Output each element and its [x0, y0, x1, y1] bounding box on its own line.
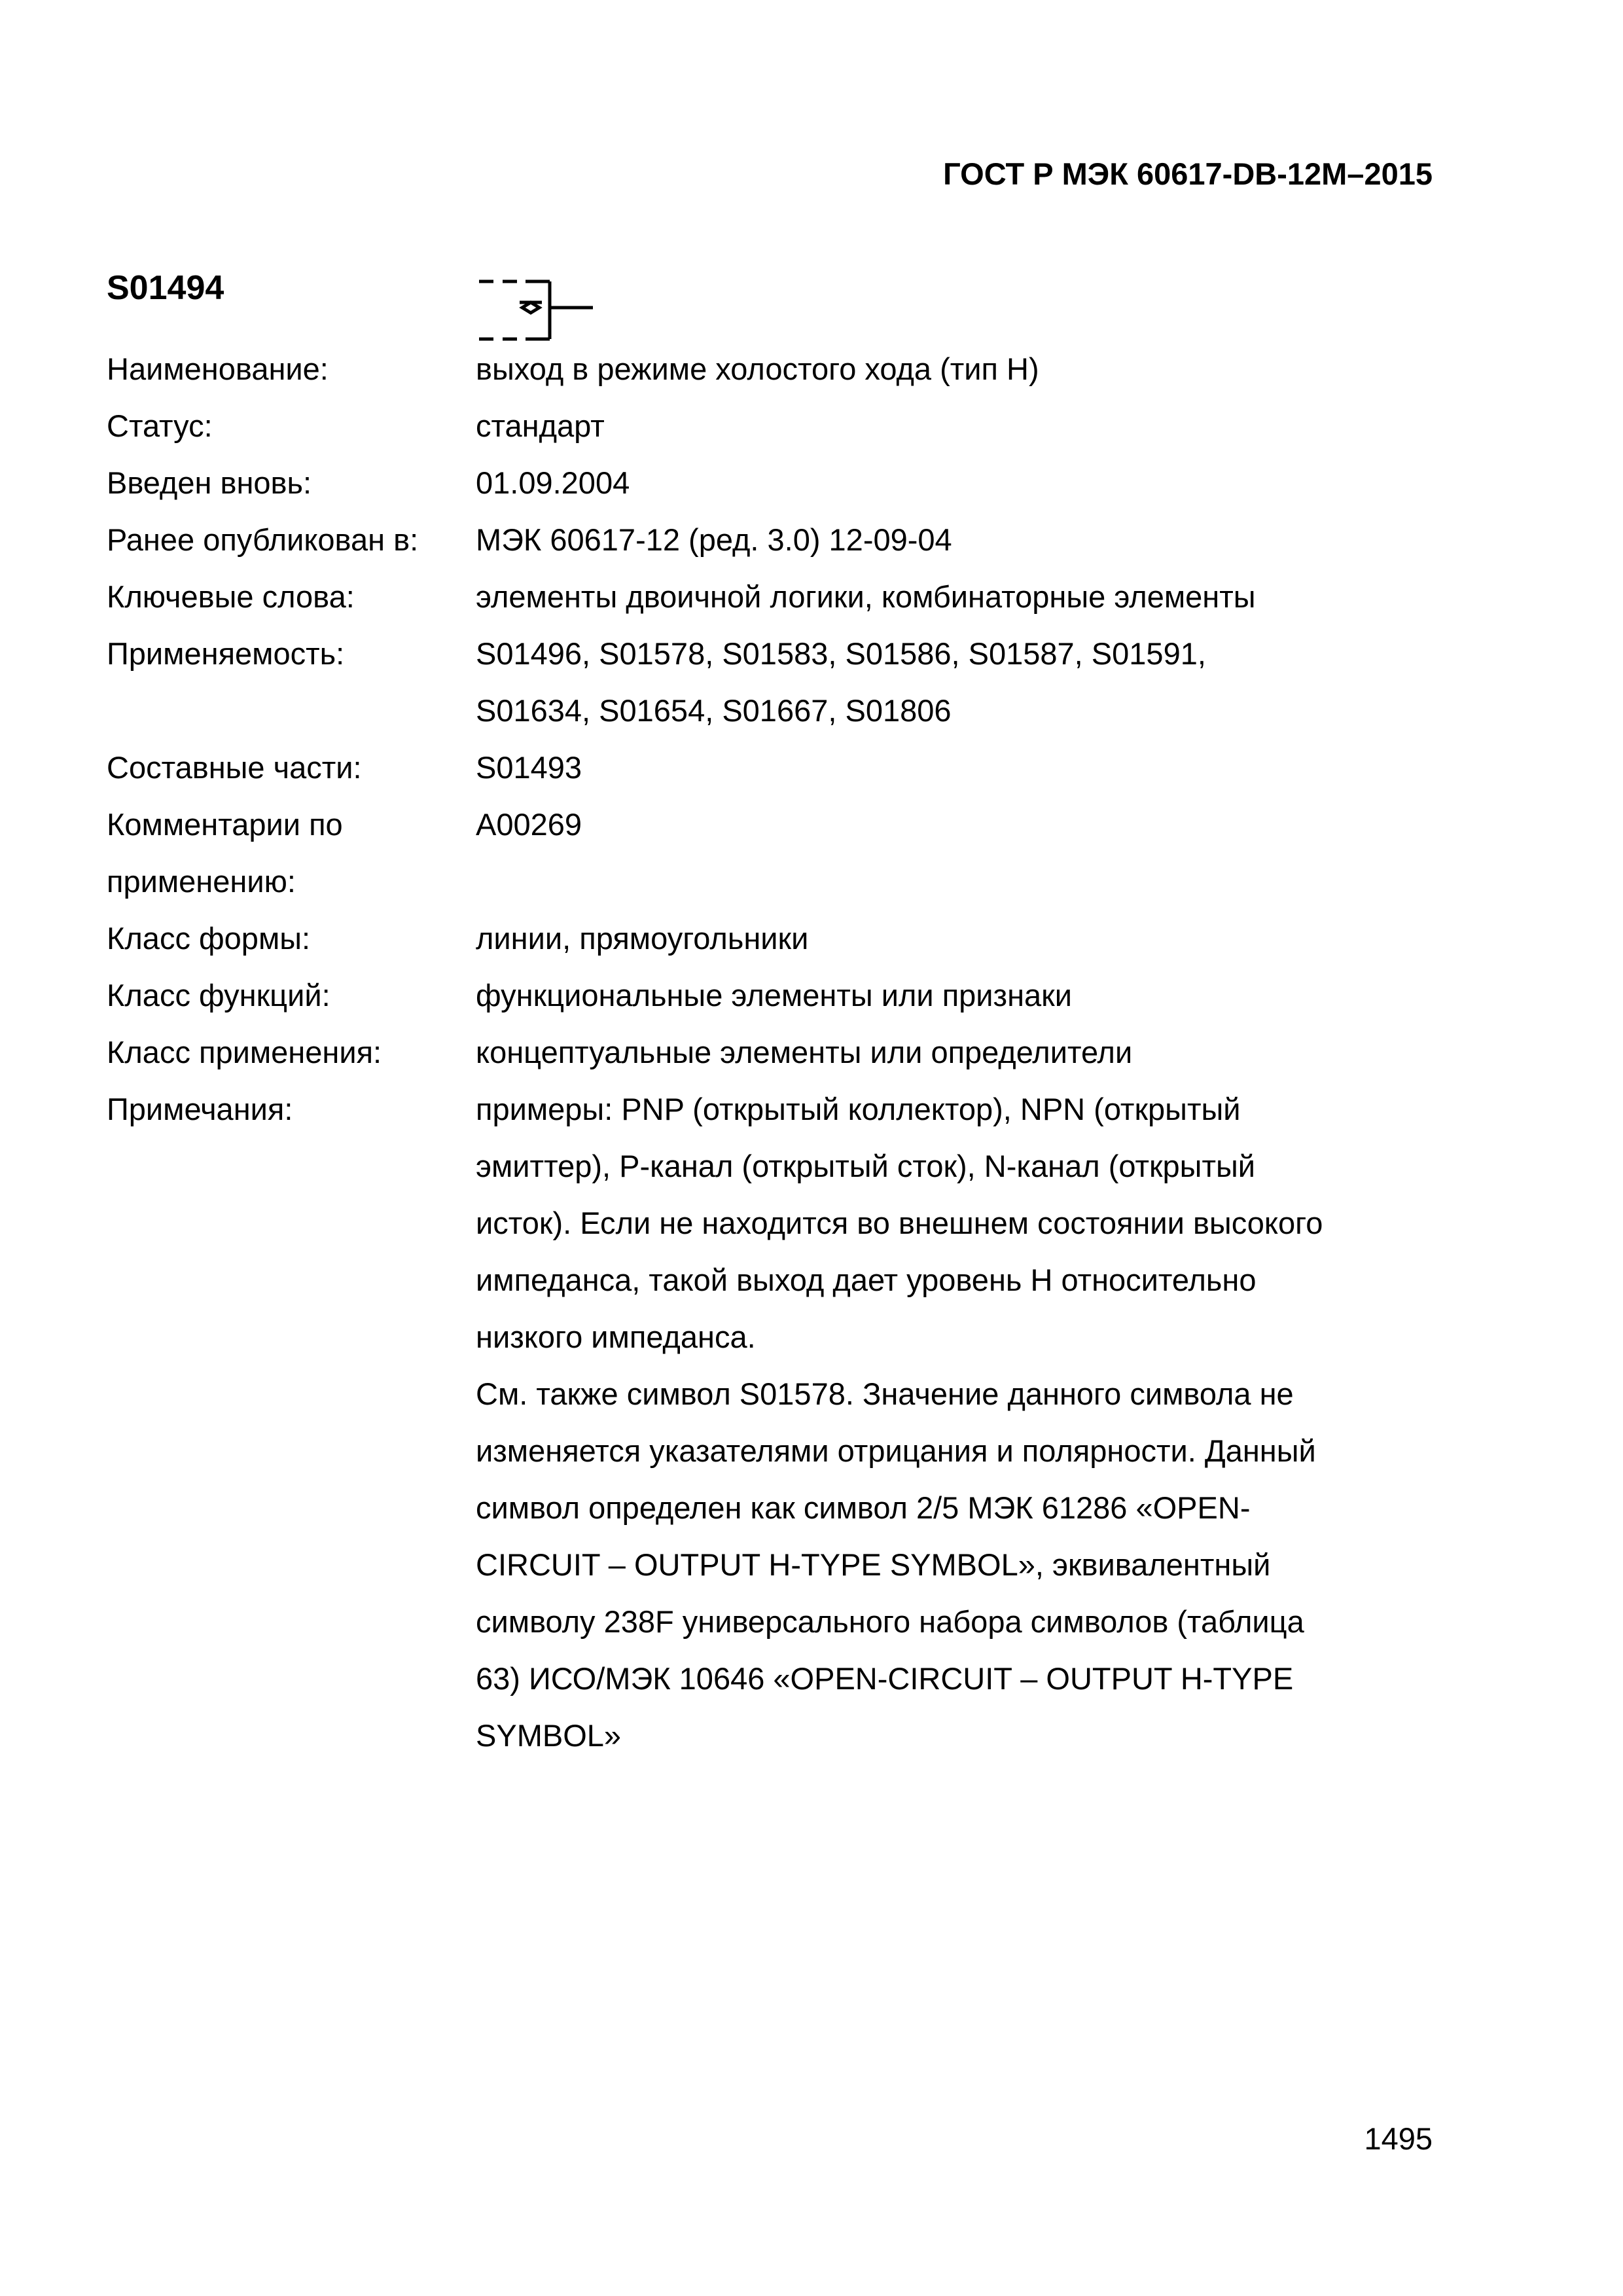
field-label: Статус: — [107, 408, 213, 443]
field-label: Применяемость: — [107, 636, 345, 671]
field-label: Класс применения: — [107, 1035, 382, 1069]
field-row-components — [107, 739, 1350, 796]
field-value: выход в режиме холостого хода (тип H) — [476, 351, 1039, 386]
field-value: S01496, S01578, S01583, S01586, S01587, S01591, S01634, S01654, S01667, S01806 — [476, 636, 1206, 728]
field-row-notes — [107, 1081, 1350, 1764]
field-row-applicability — [107, 625, 1350, 739]
field-value: стандарт — [476, 408, 605, 443]
notes-text — [476, 1081, 1327, 1764]
field-row-application-class — [107, 1024, 1350, 1081]
field-value: МЭК 60617-12 (ред. 3.0) 12-09-04 — [476, 522, 952, 557]
field-row-introduced — [107, 454, 1350, 511]
field-label: Наименование: — [107, 351, 329, 386]
field-value: линии, прямоугольники — [476, 921, 809, 956]
symbol-code: S01494 — [107, 269, 224, 307]
field-label: Введен вновь: — [107, 465, 312, 500]
document-header-standard: ГОСТ Р МЭК 60617-DB-12M–2015 — [943, 156, 1433, 191]
field-value: концептуальные элементы или определители — [476, 1035, 1133, 1069]
field-row-shape-class — [107, 910, 1350, 967]
field-label: Ранее опубликован в: — [107, 522, 419, 557]
field-label: Составные части: — [107, 750, 362, 785]
field-value: 01.09.2004 — [476, 465, 630, 500]
field-row-application-comments — [107, 796, 1350, 910]
symbol-attributes-list — [107, 340, 1350, 1764]
field-label: Класс формы: — [107, 921, 311, 956]
field-row-previously-published — [107, 511, 1350, 568]
field-value: A00269 — [476, 807, 582, 842]
field-row-function-class — [107, 967, 1350, 1024]
field-row-status — [107, 397, 1350, 454]
notes-paragraph: См. также символ S01578. Значение данного символа не изменяется указателями отрицания и полярности. Данный символ определен как символ 2/5 МЭК 61286 «OPEN-CIRCUIT – OUTPUT H-TYPE SYMBOL», эквивалентный символу 238F универсального набора символов (таблица 63) ИСО/МЭК 10646 «OPEN-CIRCUIT – OUTPUT H-TYPE SYMBOL» — [476, 1376, 1316, 1753]
field-label: Комментарии по применению: — [107, 807, 343, 899]
notes-paragraph: примеры: PNP (открытый коллектор), NPN (открытый эмиттер), P-канал (открытый сток), N-канал (открытый исток). Если не находится во внешнем состоянии высокого импеданса, такой выход дает уровень H относительно низкого импеданса. — [476, 1092, 1323, 1354]
field-label: Примечания: — [107, 1092, 293, 1126]
field-label: Ключевые слова: — [107, 579, 355, 614]
open-circuit-output-h-type-symbol-icon — [476, 275, 601, 347]
field-value: элементы двоичной логики, комбинаторные элементы — [476, 579, 1256, 614]
field-label: Класс функций: — [107, 978, 330, 1013]
field-row-name — [107, 340, 1350, 397]
field-value: функциональные элементы или признаки — [476, 978, 1072, 1013]
page-number: 1495 — [1364, 2121, 1433, 2156]
field-row-keywords — [107, 568, 1350, 625]
field-value: S01493 — [476, 750, 582, 785]
